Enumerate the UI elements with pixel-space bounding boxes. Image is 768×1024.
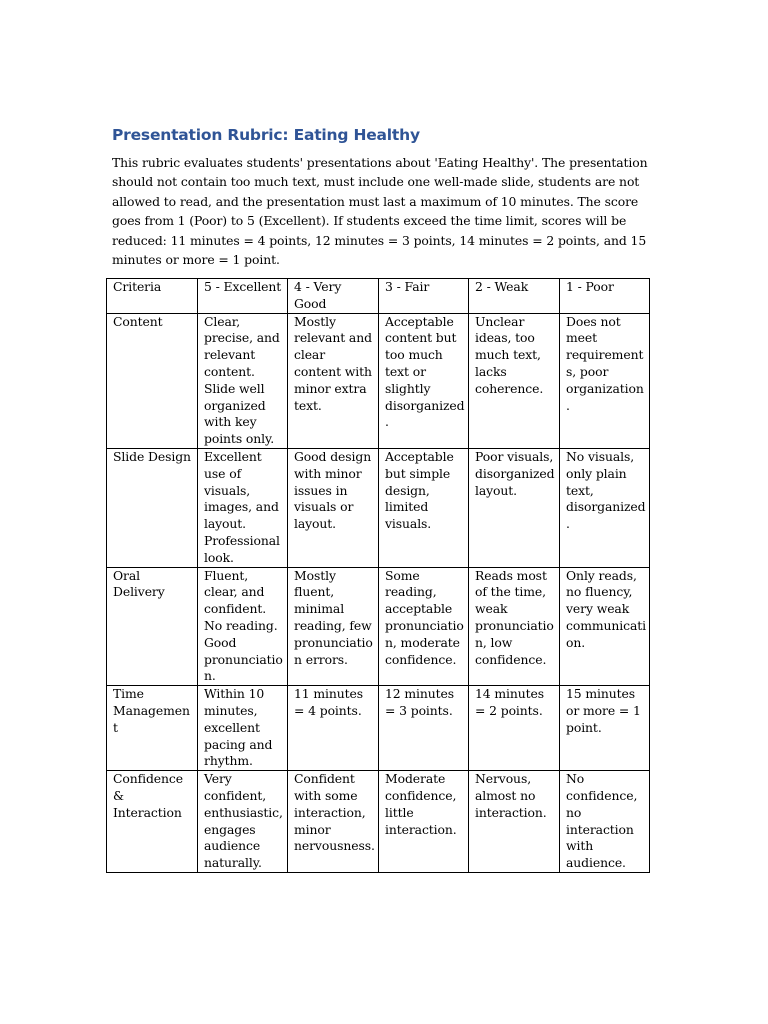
table-cell: 11 minutes = 4 points. (288, 686, 379, 771)
table-cell: Nervous, almost no interaction. (469, 771, 560, 873)
table-row-confidence-interaction (107, 771, 650, 873)
table-cell: Only reads, no fluency, very weak communication. (560, 567, 650, 686)
table-row-content (107, 313, 650, 448)
table-cell: Within 10 minutes, excellent pacing and rhythm. (198, 686, 288, 771)
table-cell: Reads most of the time, weak pronunciation, low confidence. (469, 567, 560, 686)
intro-paragraph: This rubric evaluates students' presentations about 'Eating Healthy'. The presentation should not contain too much text, must include one well-made slide, students are not allowed to read, and the presentation must last a maximum of 10 minutes. The score goes from 1 (Poor) to 5 (Excellent). If students exceed the time limit, scores will be reduced: 11 minutes = 4 points, 12 minutes = 3 points, 14 minutes = 2 points, and 15 minutes or more = 1 point. (112, 155, 648, 268)
table-cell: Very confident, enthusiastic, engages audience naturally. (198, 771, 288, 873)
criteria-cell: Oral Delivery (107, 567, 198, 686)
table-cell: Confident with some interaction, minor nervousness. (288, 771, 379, 873)
criteria-cell: Time Management (107, 686, 198, 771)
table-cell: Acceptable content but too much text or slightly disorganized. (379, 313, 469, 448)
header-cell-fair: 3 - Fair (379, 279, 469, 314)
table-cell: 14 minutes = 2 points. (469, 686, 560, 771)
rubric-table (106, 278, 650, 873)
table-cell: Acceptable but simple design, limited visuals. (379, 448, 469, 567)
table-cell: No visuals, only plain text, disorganized. (560, 448, 650, 567)
table-cell: Good design with minor issues in visuals or layout. (288, 448, 379, 567)
header-cell-excellent: 5 - Excellent (198, 279, 288, 314)
table-row-time-management (107, 686, 650, 771)
table-cell: Unclear ideas, too much text, lacks coherence. (469, 313, 560, 448)
document-page (112, 124, 652, 871)
table-header-row (107, 279, 650, 314)
table-cell: 15 minutes or more = 1 point. (560, 686, 650, 771)
document-title: Presentation Rubric: Eating Healthy (112, 126, 420, 144)
table-cell: Mostly fluent, minimal reading, few pronunciation errors. (288, 567, 379, 686)
criteria-cell: Content (107, 313, 198, 448)
table-cell: Some reading, acceptable pronunciation, moderate confidence. (379, 567, 469, 686)
table-cell: Poor visuals, disorganized layout. (469, 448, 560, 567)
criteria-cell: Slide Design (107, 448, 198, 567)
header-cell-very-good: 4 - Very Good (288, 279, 379, 314)
header-cell-poor: 1 - Poor (560, 279, 650, 314)
table-cell: 12 minutes = 3 points. (379, 686, 469, 771)
header-cell-weak: 2 - Weak (469, 279, 560, 314)
table-cell: Excellent use of visuals, images, and layout. Professional look. (198, 448, 288, 567)
table-cell: Fluent, clear, and confident. No reading. Good pronunciation. (198, 567, 288, 686)
table-row-slide-design (107, 448, 650, 567)
criteria-cell: Confidence & Interaction (107, 771, 198, 873)
table-cell: Clear, precise, and relevant content. Slide well organized with key points only. (198, 313, 288, 448)
table-row-oral-delivery (107, 567, 650, 686)
table-cell: Moderate confidence, little interaction. (379, 771, 469, 873)
table-cell: No confidence, no interaction with audience. (560, 771, 650, 873)
table-cell: Mostly relevant and clear content with minor extra text. (288, 313, 379, 448)
header-cell-criteria: Criteria (107, 279, 198, 314)
table-cell: Does not meet requirements, poor organization. (560, 313, 650, 448)
